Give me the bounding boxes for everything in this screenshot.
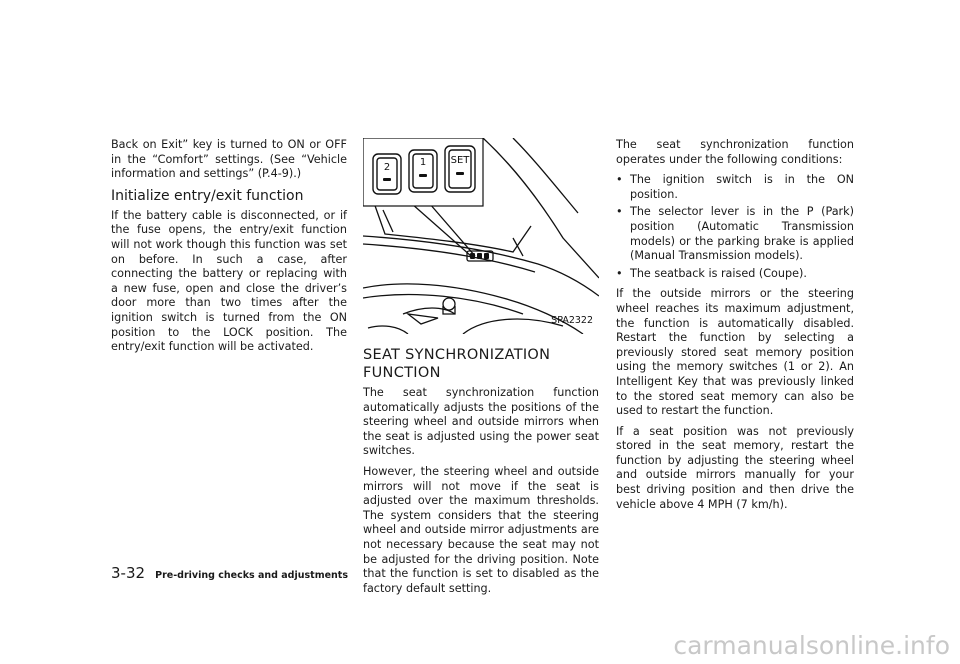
initialize-heading: Initialize entry/exit function	[111, 187, 304, 204]
door-switch-figure	[363, 138, 599, 334]
memory-button-1-label: 1	[419, 157, 427, 168]
right-column	[616, 138, 854, 518]
restart-paragraph: If the outside mirrors or the steering wheel reaches its maximum adjustment, the function is automatically disabled. Restart the function by selecting a previously stored seat memory position using the memory switches (1 or 2). An Intelligent Key that was previously linked to the stored seat memory can also be used to restart the function.	[616, 287, 854, 418]
initialize-paragraph: If the battery cable is disconnected, or if the fuse opens, the entry/exit function will not work though this function was set on before. In such a case, after connecting the battery or replacing with a new fuse, open and close the driver’s door more than two times after the ignition switch is turned from the ON position to the LOCK position. The entry/exit function will be activated.	[111, 208, 347, 354]
figure-code: SPA2322	[551, 315, 593, 327]
conditions-intro: The seat synchronization function operates under the following conditions:	[616, 138, 854, 166]
conditions-list	[616, 173, 854, 281]
page-footer	[111, 563, 348, 582]
seat-sync-paragraph-2: However, the steering wheel and outside mirrors will not move if the seat is adjusted over the maximum thresholds. The system considers that the steering wheel and outside mirror adjustments are not necessary because the seat may not be adjusted for the driving position. Note that the function is set to disabled as the factory default setting.	[363, 464, 599, 595]
middle-column	[363, 138, 599, 602]
memory-button-2-label: 2	[383, 162, 391, 173]
list-item: • The ignition switch is in the ON position.	[616, 173, 854, 202]
list-item: • The selector lever is in the P (Park) position (Automatic Transmission models) or the parking brake is applied (Manual Transmission models).	[616, 205, 854, 263]
section-label: Pre-driving checks and adjustments	[155, 570, 348, 581]
seat-sync-paragraph-1: The seat synchronization function automatically adjusts the positions of the steering wheel and outside mirrors when the seat is adjusted using the power seat switches.	[363, 386, 599, 458]
intro-paragraph: Back on Exit” key is turned to ON or OFF in the “Comfort” settings. (See “Vehicle information and settings” (P.4-9).)	[111, 138, 347, 181]
page-number: 3-32	[111, 564, 146, 582]
left-column	[111, 138, 347, 361]
door-switch-illustration	[363, 138, 599, 334]
seat-sync-heading: SEAT SYNCHRONIZATION FUNCTION	[363, 347, 551, 381]
manual-restart-paragraph: If a seat position was not previously stored in the seat memory, restart the function by adjusting the steering wheel and outside mirrors manually for your best driving position and then drive the vehicle above 4 MPH (7 km/h).	[616, 424, 854, 511]
list-item: • The seatback is raised (Coupe).	[616, 267, 854, 282]
watermark-text: carmanualsonline.info	[673, 631, 950, 660]
set-button-label: SET	[450, 155, 470, 166]
